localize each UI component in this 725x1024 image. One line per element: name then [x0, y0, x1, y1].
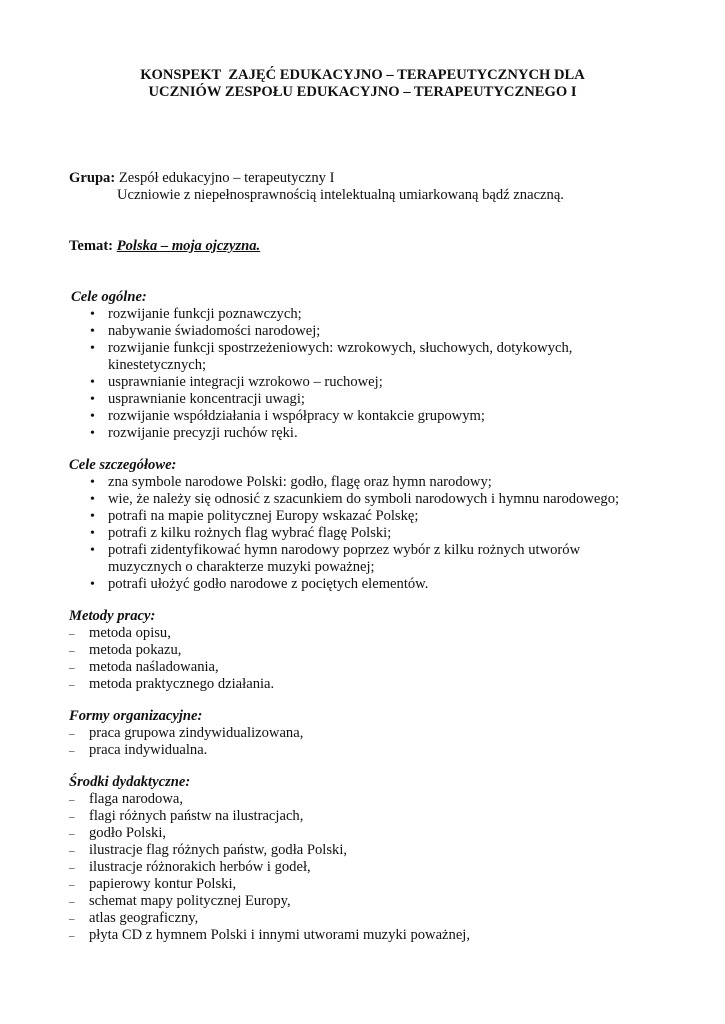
- grupa-value: Zespół edukacyjno – terapeutyczny I: [115, 170, 335, 186]
- list-item: • potrafi ułożyć godło narodowe z pociętych elementów.: [90, 576, 639, 593]
- formy-section: [69, 708, 669, 759]
- list-item: • potrafi z kilku rożnych flag wybrać flagę Polski;: [90, 525, 639, 542]
- list-item: – flaga narodowa,: [69, 791, 669, 808]
- list-item: • usprawnianie koncentracji uwagi;: [90, 391, 671, 408]
- list-item: – godło Polski,: [69, 825, 669, 842]
- grupa-description: Uczniowie z niepełnosprawnością intelektualną umiarkowaną bądź znaczną.: [117, 187, 564, 203]
- list-item: – ilustracje flag różnych państw, godła Polski,: [69, 842, 669, 859]
- cele-szczegolowe-section: [69, 457, 639, 593]
- document-title: [0, 67, 725, 101]
- cele-szczegolowe-list: [90, 474, 639, 593]
- list-item: • nabywanie świadomości narodowej;: [90, 323, 671, 340]
- srodki-section: [69, 774, 669, 944]
- title-line-1: KONSPEKT ZAJĘĆ EDUKACYJNO – TERAPEUTYCZNYCH DLA: [140, 67, 585, 83]
- list-item: – ilustracje różnorakich herbów i godeł,: [69, 859, 669, 876]
- list-item: • rozwijanie funkcji spostrzeżeniowych: wzrokowych, słuchowych, dotykowych, kinestetycznych;: [90, 340, 671, 374]
- list-item: – metoda opisu,: [69, 625, 669, 642]
- list-item: – flagi różnych państw na ilustracjach,: [69, 808, 669, 825]
- list-item: – metoda pokazu,: [69, 642, 669, 659]
- cele-ogolne-section: [71, 289, 671, 442]
- list-item: – schemat mapy politycznej Europy,: [69, 893, 669, 910]
- list-item: • rozwijanie funkcji poznawczych;: [90, 306, 671, 323]
- grupa-label: Grupa:: [69, 170, 116, 186]
- metody-list: [69, 625, 669, 693]
- temat-section: [69, 238, 669, 255]
- cele-szczegolowe-heading: Cele szczegółowe:: [69, 457, 177, 473]
- list-item: – płyta CD z hymnem Polski i innymi utworami muzyki poważnej,: [69, 927, 669, 944]
- cele-ogolne-heading: Cele ogólne:: [71, 289, 147, 305]
- srodki-list: [69, 791, 669, 944]
- list-item: – metoda praktycznego działania.: [69, 676, 669, 693]
- list-item: – metoda naśladowania,: [69, 659, 669, 676]
- list-item: • usprawnianie integracji wzrokowo – ruchowej;: [90, 374, 671, 391]
- list-item: • zna symbole narodowe Polski: godło, flagę oraz hymn narodowy;: [90, 474, 639, 491]
- list-item: • potrafi zidentyfikować hymn narodowy poprzez wybór z kilku rożnych utworów muzycznych o charakterze muzyki poważnej;: [90, 542, 639, 576]
- formy-heading: Formy organizacyjne:: [69, 708, 203, 724]
- grupa-section: [69, 170, 669, 204]
- list-item: – atlas geograficzny,: [69, 910, 669, 927]
- list-item: – praca grupowa zindywidualizowana,: [69, 725, 669, 742]
- list-item: • wie, że należy się odnosić z szacunkiem do symboli narodowych i hymnu narodowego;: [90, 491, 639, 508]
- metody-section: [69, 608, 669, 693]
- list-item: – papierowy kontur Polski,: [69, 876, 669, 893]
- list-item: • potrafi na mapie politycznej Europy wskazać Polskę;: [90, 508, 639, 525]
- temat-value: Polska – moja ojczyzna.: [116, 238, 261, 254]
- srodki-heading: Środki dydaktyczne:: [69, 774, 191, 790]
- list-item: • rozwijanie współdziałania i współpracy w kontakcie grupowym;: [90, 408, 671, 425]
- temat-label: Temat:: [69, 238, 117, 254]
- title-line-2: UCZNIÓW ZESPOŁU EDUKACYJNO – TERAPEUTYCZNEGO I: [148, 84, 577, 100]
- metody-heading: Metody pracy:: [69, 608, 156, 624]
- cele-ogolne-list: [90, 306, 671, 442]
- formy-list: [69, 725, 669, 759]
- list-item: – praca indywidualna.: [69, 742, 669, 759]
- list-item: • rozwijanie precyzji ruchów ręki.: [90, 425, 671, 442]
